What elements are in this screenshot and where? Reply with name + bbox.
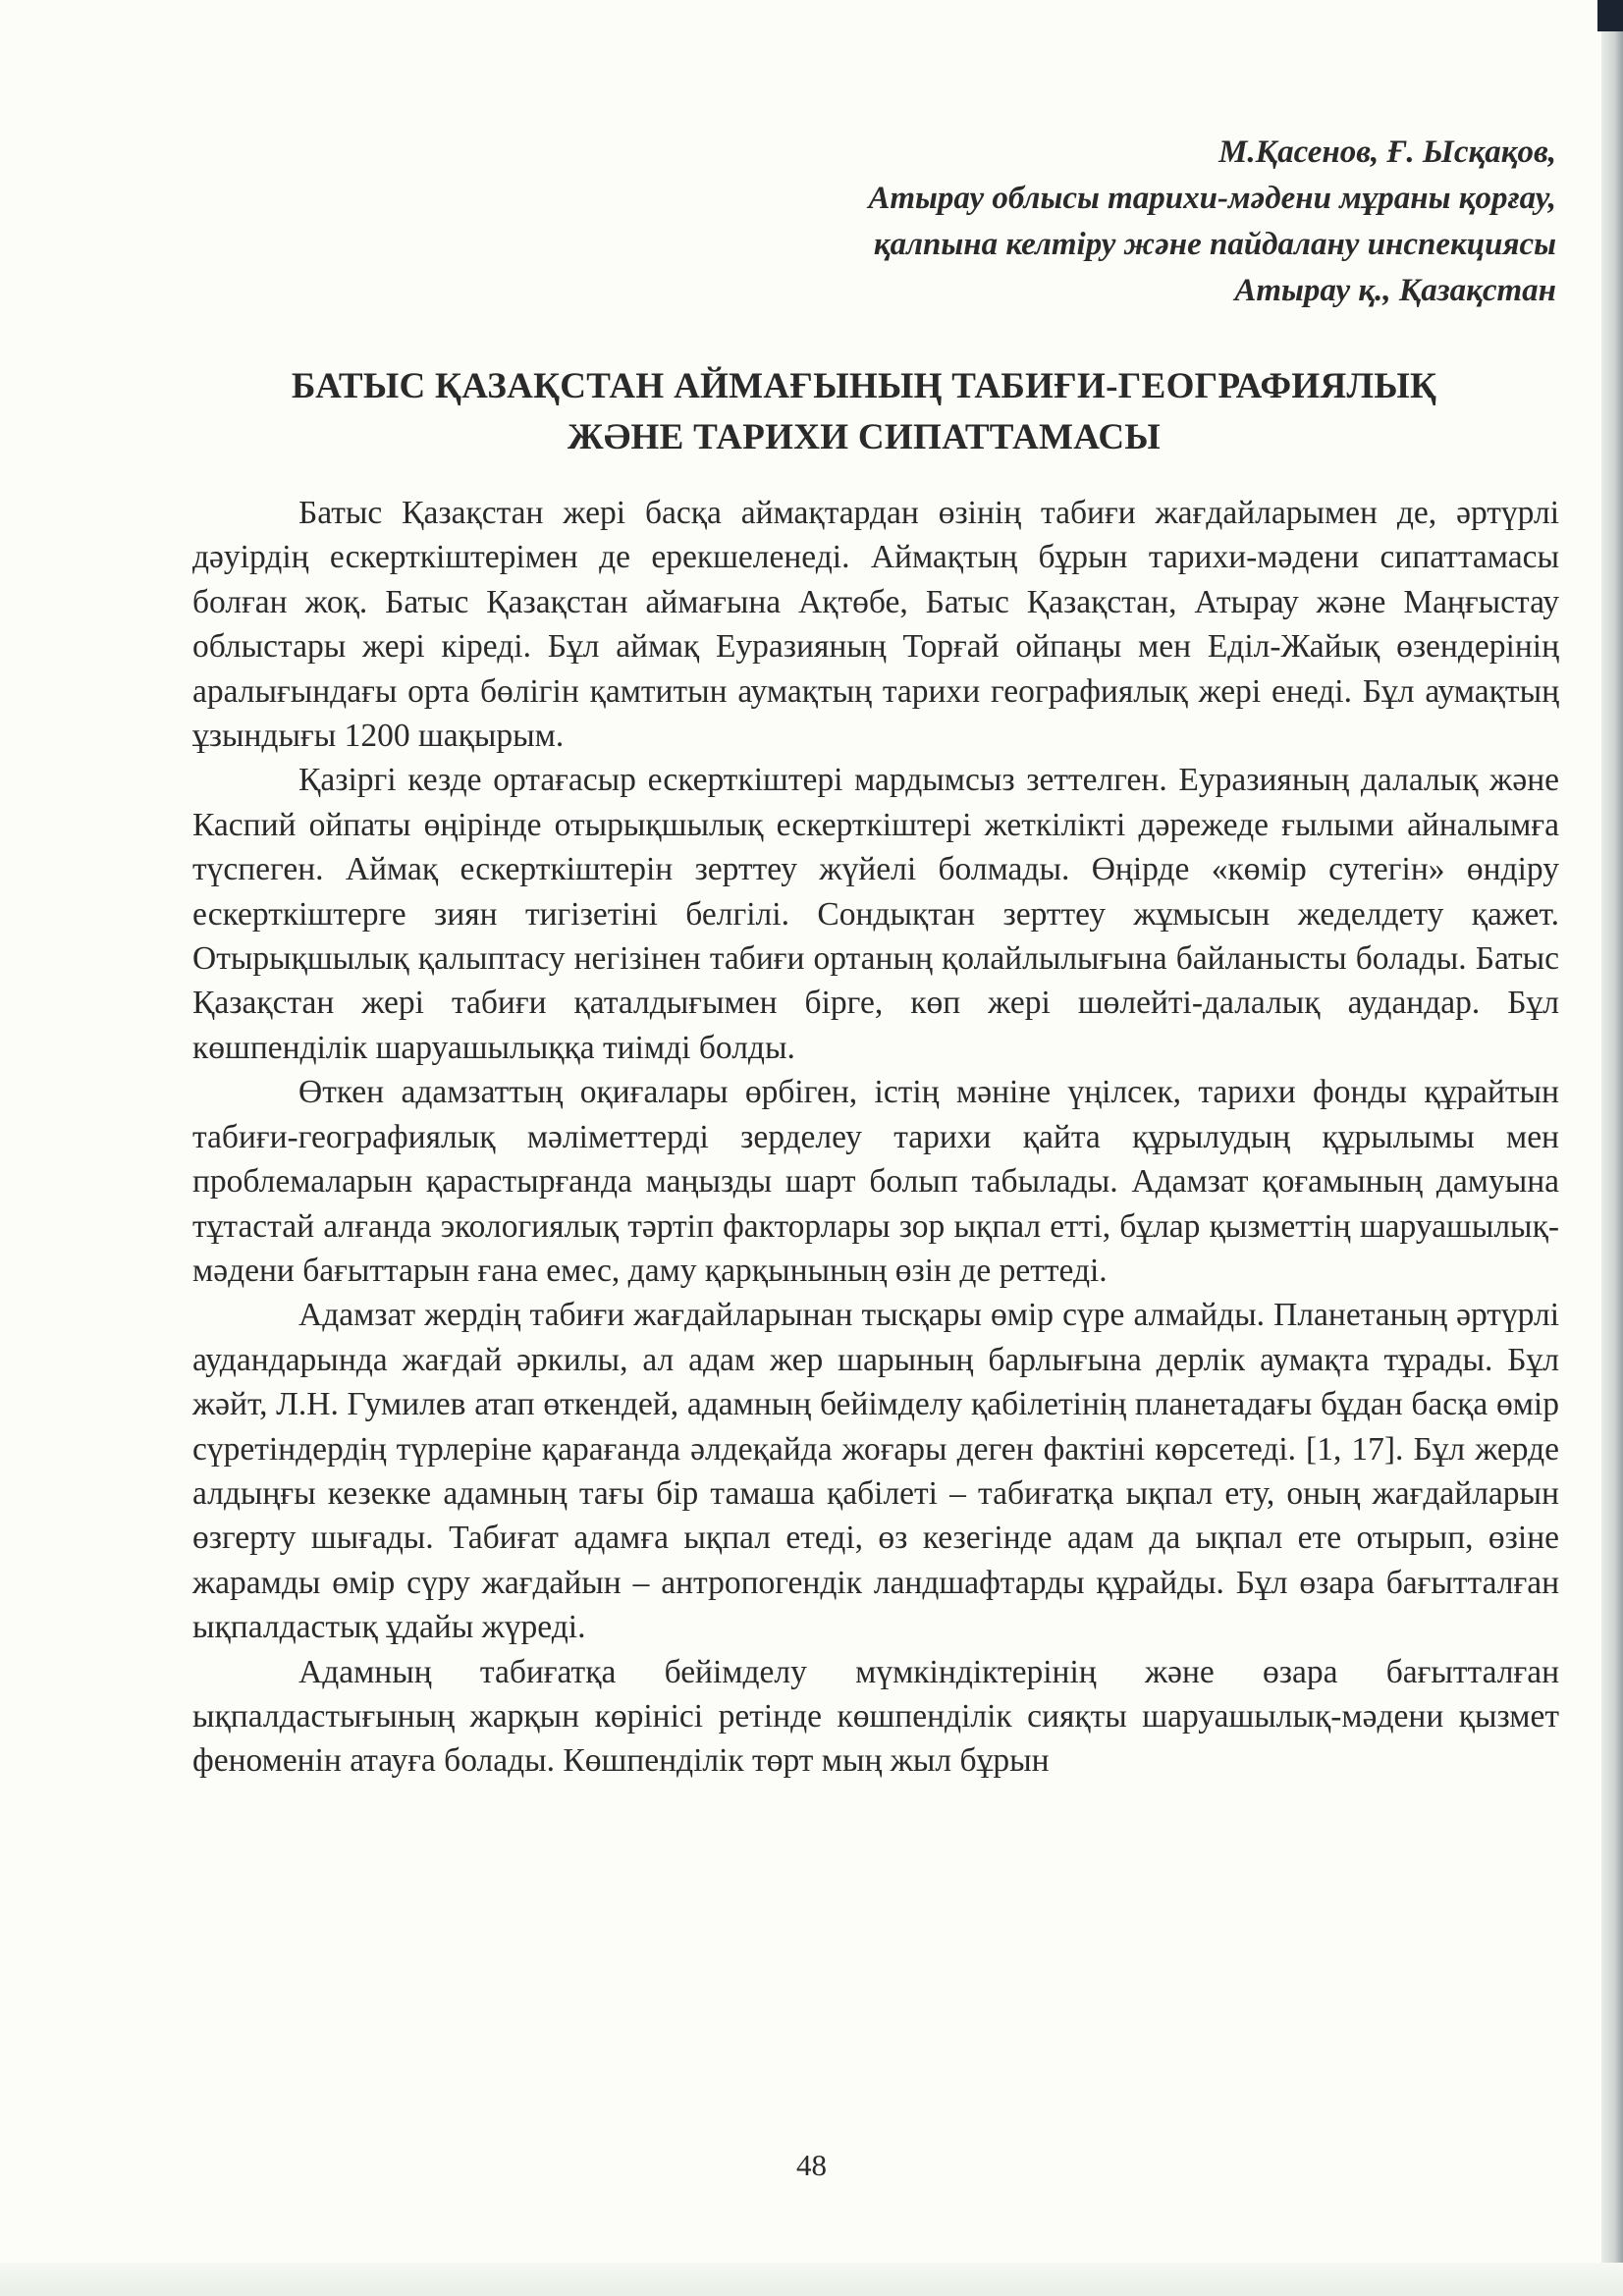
paragraph: Адамзат жердің табиғи жағдайларынан тысқары өмір сүре алмайды. Планетаның әртүрлі аудандарында жағдай әркилы, ал адам жер шарының барлығына дерлік аумақта тұрады. Бұл жәйт, Л.Н. Гумилев атап өткендей, адамның бейімделу қабілетінің планетадағы бұдан басқа өмір сүретіндердің түрлеріне қарағанда әлдеқайда жоғары деген фактіні көрсетеді. [1, 17]. Бұл жерде алдыңғы кезекке адамның тағы бір тамаша қабілеті – табиғатқа ықпал ету, оның жағдайларын өзгерту шығады. Табиғат адамға ықпал етеді, өз кезегінде адам да ықпал ете отырып, өзіне жарамды өмір сүру жағдайын – антропогендік ландшафтарды құрайды. Бұл өзара бағытталған ықпалдастық ұдайы жүреді. <box>192 1297 1559 1646</box>
paragraph: Батыс Қазақстан жері басқа аймақтардан өзінің табиғи жағдайларымен де, әртүрлі дәуірдің ескерткіштерімен де ерекшеленеді. Аймақтың бұрын тарихи-мәдени сипаттамасы болған жоқ. Батыс Қазақстан аймағына Ақтөбе, Батыс Қазақстан, Атырау және Маңғыстау облыстары жері кіреді. Бұл аймақ Еуразияның Торғай ойпаңы мен Еділ-Жайық өзендерінің аралығындағы орта бөлігін қамтитын аумақтың тарихи географиялық жері енеді. Бұл аумақтың ұзындығы 1200 шақырым. <box>192 495 1559 755</box>
affiliation-line-2: қалпына келтіру және пайдалану инспекциясы <box>873 227 1556 262</box>
author-affiliation-block <box>574 130 1556 314</box>
paragraph: Өткен адамзаттың оқиғалары өрбіген, істің мәніне үңілсек, тарихи фонды құрайтын табиғи-географиялық мәліметтерді зерделеу тарихи қайта құрылудың құрылымы мен проблемаларын қарастырғанда маңызды шарт болып табылады. Адамзат қоғамының дамуына тұтастай алғанда экологиялық тәртіп факторлары зор ықпал етті, бұлар қызметтің шаруашылық-мәдени бағыттарын ғана емес, даму қарқынының өзін де реттеді. <box>192 1074 1559 1289</box>
paragraph: Адамның табиғатқа бейімделу мүмкіндіктерінің және өзара бағытталған ықпалдастығының жарқын көрінісі ретінде көшпенділік сияқты шаруашылық-мәдени қызмет феноменін атауға болады. Көшпенділік төрт мың жыл бұрын <box>192 1653 1559 1780</box>
title-line-2: ЖӘНЕ ТАРИХИ СИПАТТАМАСЫ <box>567 417 1162 457</box>
affiliation-location: Атырау қ., Қазақстан <box>1234 273 1556 308</box>
scan-bottom-strip <box>0 2263 1623 2296</box>
author-names: М.Қасенов, Ғ. Ысқақов, <box>1218 134 1556 170</box>
title-line-1: БАТЫС ҚАЗАҚСТАН АЙМАҒЫНЫҢ ТАБИҒИ-ГЕОГРАФИЯЛЫҚ <box>291 366 1437 406</box>
article-title <box>167 361 1561 463</box>
paragraph: Қазіргі кезде ортағасыр ескерткіштері мардымсыз зеттелген. Еуразияның далалық және Каспий ойпаты өңірінде отырықшылық ескерткіштері жеткілікті дәрежеде ғылыми айналымға түспеген. Аймақ ескерткіштерін зерттеу жүйелі болмады. Өңірде «көмір сутегін» өндіру ескерткіштерге зиян тигізетіні белгілі. Сондықтан зерттеу жұмысын жеделдету қажет. Отырықшылық қалыптасу негізінен табиғи ортаның қолайлылығына байланысты болады. Батыс Қазақстан жері табиғи қаталдығымен бірге, көп жері шөлейті-далалық аудандар. Бұл көшпенділік шаруашылыққа тиімді болды. <box>192 762 1559 1066</box>
article-body <box>192 491 1559 1784</box>
scan-corner-mark <box>1597 0 1623 31</box>
page-number: 48 <box>796 2148 827 2182</box>
page-edge-shadow <box>1601 0 1623 2296</box>
affiliation-line-1: Атырау облысы тарихи-мәдени мұраны қорғау, <box>868 181 1556 216</box>
